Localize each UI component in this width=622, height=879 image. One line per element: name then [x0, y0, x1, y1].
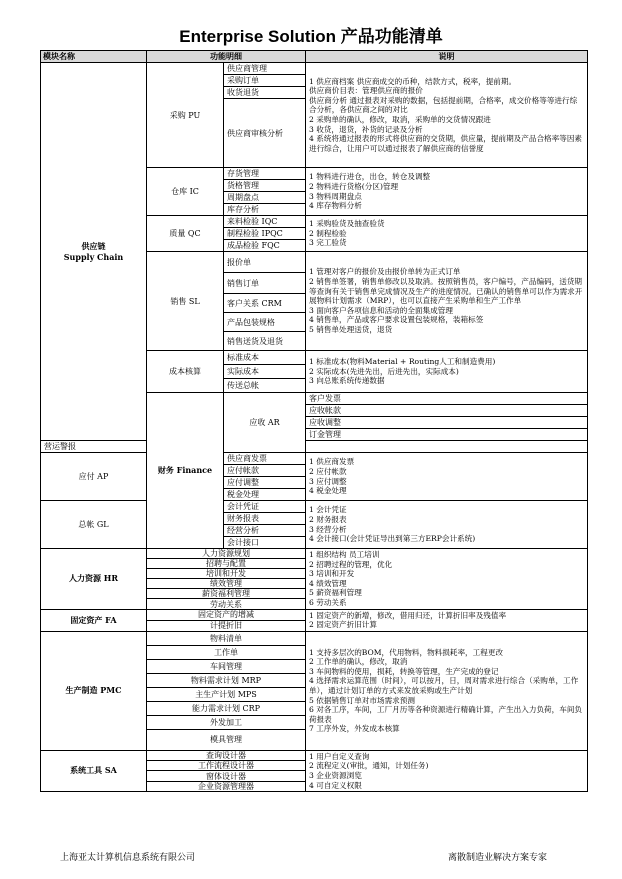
table-cell: 窗体设计器 — [147, 771, 306, 781]
module-finance: 财务 Finance — [147, 393, 224, 549]
table-cell: 供应商审核分析 — [224, 99, 306, 168]
table-cell: 周期盘点 — [224, 192, 306, 204]
table-cell: 货格管理 — [224, 180, 306, 192]
table-cell: 客户发票 — [306, 393, 588, 405]
table-cell: 能力需求计划 CRP — [147, 701, 306, 715]
page-title: Enterprise Solution 产品功能清单 — [179, 27, 443, 46]
sub-qc: 质量 QC — [147, 216, 224, 252]
table-cell: 制程检验 IPQC — [224, 228, 306, 240]
function-table — [40, 50, 588, 792]
table-cell: 会计接口 — [224, 537, 306, 549]
table-cell: 工作流程设计器 — [147, 761, 306, 771]
desc-sa: 1 用户自定义查询 2 流程定义(审批，通知，计划任务) 3 企业资源浏览 4 可自定义权限 — [306, 750, 588, 791]
desc-hr: 1 组织结构 员工培训 2 招聘过程的管理，优化 3 培训和开发 4 绩效管理 5 薪资福利管理 6 劳动关系 — [306, 549, 588, 610]
desc-ap: 1 供应商发票 2 应付帐款 3 应付调整 4 税金处理 — [306, 453, 588, 501]
table-cell: 库存分析 — [224, 204, 306, 216]
table-cell: 会计凭证 — [224, 501, 306, 513]
module-hr: 人力资源 HR — [41, 549, 147, 610]
table-cell: 企业资源管理器 — [147, 781, 306, 791]
sub-gl: 总帐 GL — [41, 501, 147, 549]
table-cell: 销售订单 — [224, 273, 306, 294]
sub-purchase: 采购 PU — [147, 63, 224, 168]
table-cell: 车间管理 — [147, 659, 306, 673]
table-cell: 客户关系 CRM — [224, 294, 306, 313]
table-cell: 应收帐款 — [306, 405, 588, 417]
table-cell: 培训和开发 — [147, 569, 306, 579]
desc-sales: 1 管理对客户的报价及由报价单转为正式订单 2 销售单签署，销售单修改以及取消。按照销售员，客户编号，产品编码，送货期等查询有关于销售单完成情况及生产的进度情况。已确认的销售单可以作为需求开展物料计划需求（MRP），也可以直接产生采购单和生产工作单 3 面向客户各项信息和活动的全面集成管理 4 销售单，产品或客户要求设置包装规格，装箱标签 5 销售单处理送货，退货 — [306, 252, 588, 351]
table-cell: 薪资福利管理 — [147, 589, 306, 599]
table-header — [41, 51, 588, 63]
table-cell: 订金管理 — [306, 429, 588, 441]
sub-ar: 应收 AR — [224, 393, 306, 453]
table-cell: 经营分析 — [224, 525, 306, 537]
module-fa: 固定资产 FA — [41, 609, 147, 631]
header-desc: 说明 — [306, 51, 588, 63]
table-cell: 实际成本 — [224, 365, 306, 379]
table-cell: 查询设计器 — [147, 750, 306, 760]
sub-cost: 成本核算 — [147, 351, 224, 393]
table-cell: 营运警报 — [41, 441, 147, 453]
table-cell: 固定资产的增减 — [147, 609, 306, 620]
table-cell: 产品包装规格 — [224, 313, 306, 332]
table-cell: 模具管理 — [147, 729, 306, 750]
table-cell: 销售送货及退货 — [224, 332, 306, 351]
table-cell: 成品检验 FQC — [224, 240, 306, 252]
footer-company: 上海亚太计算机信息系统有限公司 — [60, 853, 196, 863]
sub-warehouse: 仓库 IC — [147, 168, 224, 216]
table-cell: 供应商管理 — [224, 63, 306, 75]
table-cell: 税金处理 — [224, 489, 306, 501]
footer-slogan: 离散制造业解决方案专家 — [448, 853, 548, 863]
table-cell: 报价单 — [224, 252, 306, 273]
table-cell: 财务报表 — [224, 513, 306, 525]
table-cell: 招聘与配置 — [147, 559, 306, 569]
desc-pmc: 1 支持多层次的BOM，代用物料，物料损耗率，工程更改 2 工作单的确认，修改，取消 3 车间物料的使用，损耗，转换等管理，生产完成的登记 4 选择需求运算范围（时间），可以按月，日，周对需求进行综合（采购单，工作单），通过计划订单的方式来发放采购或生产计划 5 依据销售订单对市场需求预测 6 对各工序，车间，工厂月历等各种资源进行精确计算，产生出入力负荷，车间负荷报表 7 工序外发，外发成本核算 — [306, 631, 588, 750]
sub-sales: 销售 SL — [147, 252, 224, 351]
table-cell: 计提折旧 — [147, 620, 306, 631]
table-cell: 采购订单 — [224, 75, 306, 87]
table-cell: 人力资源规划 — [147, 549, 306, 559]
table-cell: 传送总帐 — [224, 379, 306, 393]
desc-cost: 1 标准成本(物料Material + Routing人工和制造费用) 2 实际成本(先进先出，后进先出，实际成本) 3 向总账系统传递数据 — [306, 351, 588, 393]
table-cell: 应付调整 — [224, 477, 306, 489]
header-module: 模块名称 — [41, 51, 147, 63]
table-cell: 绩效管理 — [147, 579, 306, 589]
desc-qc: 1 采购验货及抽查验货 2 制程检验 3 完工验货 — [306, 216, 588, 252]
desc-purchase: 1 供应商档案 供应商成交的币种，结款方式，税率，提前期。 供应商价目表：管理供应商的报价 供应商分析 通过报表对采购的数据，包括提前期，合格率，成交价格等等进行综合分析，各供应商之间的对比 2 采购单的确认，修改，取消，采购单的交货情况跟进 3 收货，退货，补货的记录及分析 4 系统将通过报表的形式将供应商的交货期，供应量，提前期及产品合格率等因素进行综合，让用户可以通过报表了解供应商的信誉度 — [306, 63, 588, 168]
module-supply-chain: 供应链 Supply Chain — [41, 63, 147, 441]
table-cell: 供应商发票 — [224, 453, 306, 465]
table-cell: 主生产计划 MPS — [147, 687, 306, 701]
table-cell: 外发加工 — [147, 715, 306, 729]
module-pmc: 生产制造 PMC — [41, 631, 147, 750]
table-cell: 标准成本 — [224, 351, 306, 365]
table-cell: 劳动关系 — [147, 599, 306, 609]
desc-fa: 1 固定资产的新增，修改，借用归还，计算折旧率及残值率 2 固定资产折旧计算 — [306, 609, 588, 631]
table-cell: 物料需求计划 MRP — [147, 673, 306, 687]
table-cell: 收货退货 — [224, 87, 306, 99]
table-cell: 物料清单 — [147, 631, 306, 645]
desc-warehouse: 1 物料进行进仓，出仓，转仓及调整 2 物料进行货格(分区)管理 3 物料周期盘点 4 库存物料分析 — [306, 168, 588, 216]
sub-ap: 应付 AP — [41, 453, 147, 501]
table-cell: 存货管理 — [224, 168, 306, 180]
desc-gl: 1 会计凭证 2 财务报表 3 经营分析 4 会计接口(会计凭证导出到第三方ERP会计系统) — [306, 501, 588, 549]
table-cell: 应收调整 — [306, 417, 588, 429]
header-function: 功能明细 — [147, 51, 306, 63]
table-cell: 应付帐款 — [224, 465, 306, 477]
table-cell: 工作单 — [147, 645, 306, 659]
module-sa: 系统工具 SA — [41, 750, 147, 791]
table-cell: 来料检验 IQC — [224, 216, 306, 228]
